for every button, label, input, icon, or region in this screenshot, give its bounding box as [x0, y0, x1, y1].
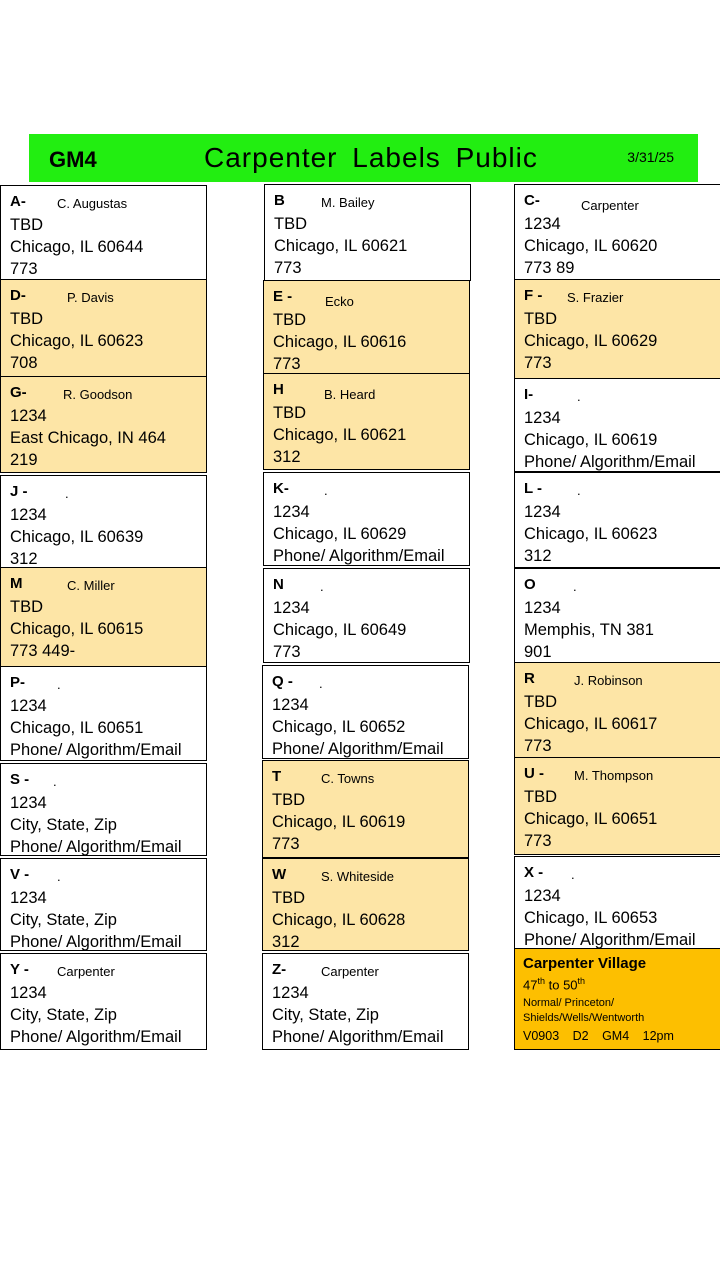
card-letter: F - [524, 287, 543, 304]
card-name: Ecko [325, 294, 354, 309]
label-card-e [263, 280, 470, 376]
label-card-l [514, 472, 720, 568]
card-street: TBD [272, 889, 305, 907]
card-name: P. Davis [67, 290, 114, 305]
card-city: Chicago, IL 60653 [524, 909, 658, 927]
label-card-y [0, 953, 207, 1050]
village-range: 47th to 50th [523, 976, 586, 993]
card-city: Chicago, IL 60621 [274, 237, 408, 255]
card-name: Carpenter [581, 198, 639, 213]
card-letter: Z- [272, 961, 287, 978]
card-street: 1234 [273, 503, 310, 521]
card-name: S. Frazier [567, 290, 624, 305]
card-name: . [577, 483, 581, 498]
card-street: TBD [524, 693, 557, 711]
card-street: 1234 [272, 984, 309, 1002]
card-city: Chicago, IL 60652 [272, 718, 406, 736]
card-city: Chicago, IL 60619 [524, 431, 658, 449]
card-letter: K- [273, 480, 289, 497]
label-card-v [0, 858, 207, 951]
label-card-a [0, 185, 207, 281]
label-card-q [262, 665, 469, 759]
card-street: TBD [273, 311, 306, 329]
card-city: Chicago, IL 60621 [273, 426, 407, 444]
card-letter: B [274, 192, 285, 209]
card-letter: X - [524, 864, 544, 881]
card-street: 1234 [10, 697, 47, 715]
card-contact: Phone/ Algorithm/Email [272, 740, 444, 758]
card-city: Chicago, IL 60617 [524, 715, 658, 733]
card-contact: 219 [10, 451, 38, 469]
card-name: . [324, 483, 328, 498]
card-city: Chicago, IL 60615 [10, 620, 144, 638]
village-codes: V0903 D2 GM4 12pm [523, 1029, 674, 1043]
label-card-r [514, 662, 720, 758]
card-city: Chicago, IL 60628 [272, 911, 406, 929]
card-city: Chicago, IL 60651 [10, 719, 144, 737]
card-name: . [573, 579, 577, 594]
page-date: 3/31/25 [627, 149, 674, 165]
label-card-o [514, 568, 720, 663]
card-letter: Q - [272, 673, 293, 690]
card-city: Memphis, TN 381 [524, 621, 654, 639]
card-city: Chicago, IL 60644 [10, 238, 144, 256]
card-contact: 773 [524, 832, 552, 850]
card-letter: C- [524, 192, 540, 209]
card-contact: 312 [10, 550, 38, 568]
label-card-h [263, 373, 470, 470]
card-contact: 773 [10, 260, 38, 278]
card-contact: 773 [524, 354, 552, 372]
label-card-c [514, 184, 720, 281]
card-contact: 312 [273, 448, 301, 466]
card-city: Chicago, IL 60623 [10, 332, 144, 350]
header-banner [29, 134, 698, 182]
card-contact: 773 [273, 643, 301, 661]
card-street: 1234 [10, 506, 47, 524]
card-letter: P- [10, 674, 25, 691]
card-name: M. Thompson [574, 768, 654, 783]
card-name: . [320, 579, 324, 594]
card-street: TBD [10, 310, 43, 328]
label-card-b [264, 184, 471, 281]
card-name: Carpenter [57, 964, 115, 979]
card-letter: A- [10, 193, 26, 210]
card-name: Carpenter [321, 964, 379, 979]
card-city: City, State, Zip [272, 1006, 379, 1024]
card-city: Chicago, IL 60620 [524, 237, 658, 255]
label-card-n [263, 568, 470, 663]
card-street: TBD [524, 788, 557, 806]
card-contact: Phone/ Algorithm/Email [272, 1028, 444, 1046]
card-contact: Phone/ Algorithm/Email [524, 453, 696, 471]
village-title: Carpenter Village [523, 955, 647, 972]
card-letter: N [273, 576, 284, 593]
label-card-k [263, 472, 470, 566]
card-name: C. Towns [321, 771, 375, 786]
card-contact: 312 [272, 933, 300, 951]
card-letter: G- [10, 384, 27, 401]
card-contact: 773 [272, 835, 300, 853]
card-city: Chicago, IL 60639 [10, 528, 144, 546]
card-name: . [57, 677, 61, 692]
card-contact: 773 89 [524, 259, 575, 277]
card-city: City, State, Zip [10, 1006, 117, 1024]
card-street: 1234 [10, 984, 47, 1002]
card-letter: M [10, 575, 23, 592]
card-letter: W [272, 866, 287, 883]
label-card-t [262, 760, 469, 858]
card-street: TBD [524, 310, 557, 328]
card-name: S. Whiteside [321, 869, 394, 884]
card-contact: Phone/ Algorithm/Email [10, 838, 182, 856]
card-street: TBD [274, 215, 307, 233]
card-name: . [65, 486, 69, 501]
card-letter: E - [273, 288, 293, 305]
card-street: TBD [10, 598, 43, 616]
card-contact: Phone/ Algorithm/Email [10, 741, 182, 759]
card-street: 1234 [272, 696, 309, 714]
card-street: 1234 [10, 794, 47, 812]
label-card-i [514, 378, 720, 472]
card-city: Chicago, IL 60649 [273, 621, 407, 639]
card-city: Chicago, IL 60619 [272, 813, 406, 831]
card-contact: 773 [524, 737, 552, 755]
label-card-w [262, 858, 469, 951]
card-letter: O [524, 576, 536, 593]
card-letter: D- [10, 287, 26, 304]
label-card-m [0, 567, 207, 667]
label-card-u [514, 757, 720, 855]
card-letter: U - [524, 765, 544, 782]
card-name: R. Goodson [63, 387, 133, 402]
card-contact: 312 [524, 547, 552, 565]
card-letter: Y - [10, 961, 29, 978]
label-card-d [0, 279, 207, 377]
card-contact: 773 449- [10, 642, 76, 660]
card-contact: 773 [273, 355, 301, 373]
card-letter: T [272, 768, 282, 785]
card-contact: Phone/ Algorithm/Email [273, 547, 445, 565]
card-street: 1234 [524, 599, 561, 617]
card-city: Chicago, IL 60629 [524, 332, 658, 350]
village-streets-line2: Shields/Wells/Wentworth [523, 1012, 645, 1024]
label-card-s [0, 763, 207, 856]
card-letter: J - [10, 483, 28, 500]
card-name: M. Bailey [321, 195, 375, 210]
card-name: . [319, 676, 323, 691]
card-letter: L - [524, 480, 543, 497]
card-contact: Phone/ Algorithm/Email [524, 931, 696, 949]
card-name: C. Miller [67, 578, 115, 593]
card-city: City, State, Zip [10, 816, 117, 834]
card-contact: 773 [274, 259, 302, 277]
card-city: Chicago, IL 60616 [273, 333, 407, 351]
card-letter: I- [524, 386, 534, 403]
card-contact: Phone/ Algorithm/Email [10, 1028, 182, 1046]
card-street: 1234 [524, 887, 561, 905]
card-street: TBD [10, 216, 43, 234]
village-streets-line1: Normal/ Princeton/ [523, 997, 615, 1009]
card-street: 1234 [524, 503, 561, 521]
village-card [514, 948, 720, 1050]
card-city: East Chicago, IN 464 [10, 429, 166, 447]
card-street: 1234 [524, 215, 561, 233]
card-city: Chicago, IL 60629 [273, 525, 407, 543]
card-contact: 708 [10, 354, 38, 372]
card-letter: S - [10, 771, 30, 788]
card-street: TBD [272, 791, 305, 809]
card-street: TBD [273, 404, 306, 422]
card-street: 1234 [10, 889, 47, 907]
card-name: B. Heard [324, 387, 376, 402]
label-card-p [0, 666, 207, 761]
card-contact: 901 [524, 643, 552, 661]
label-card-z [262, 953, 469, 1050]
card-name: . [53, 774, 57, 789]
card-street: 1234 [273, 599, 310, 617]
page-title: Carpenter Labels Public [204, 142, 538, 173]
card-letter: H [273, 381, 284, 398]
group-code: GM4 [49, 147, 97, 172]
label-card-x [514, 856, 720, 949]
card-name: . [577, 389, 581, 404]
card-street: 1234 [10, 407, 47, 425]
label-card-f [514, 279, 720, 379]
card-letter: R [524, 670, 535, 687]
card-name: . [571, 867, 575, 882]
card-city: City, State, Zip [10, 911, 117, 929]
card-letter: V - [10, 866, 30, 883]
card-street: 1234 [524, 409, 561, 427]
card-city: Chicago, IL 60623 [524, 525, 658, 543]
card-name: C. Augustas [57, 196, 128, 211]
card-contact: Phone/ Algorithm/Email [10, 933, 182, 951]
label-card-g [0, 376, 207, 473]
label-card-j [0, 475, 207, 568]
card-name: . [57, 869, 61, 884]
card-name: J. Robinson [574, 673, 643, 688]
card-city: Chicago, IL 60651 [524, 810, 658, 828]
